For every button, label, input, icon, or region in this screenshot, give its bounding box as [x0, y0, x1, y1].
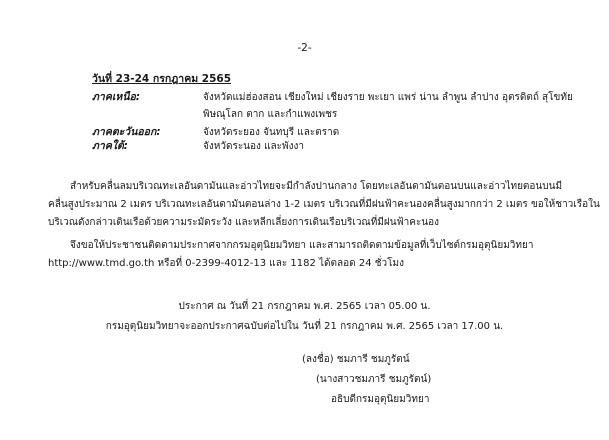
region-label-south: ภาคใต้: — [92, 140, 128, 152]
paragraph1-line2: คลื่นสูงประมาณ 2 เมตร บริเวณทะเลอันดามันตอนล่าง 1-2 เมตร บริเวณที่มีฝนฟ้าคะนองคลื่นสูงมากกว่า 2 เมตร ขอให้ชาวเรือใน — [48, 199, 600, 210]
paragraph2-line2: http://www.tmd.go.th หรือที่ 0-2399-4012-13 และ 1182 ได้ตลอด 24 ชั่วโมง — [48, 258, 404, 269]
signature-title: อธิบดีกรมอุตุนิยมวิทยา — [331, 394, 430, 405]
region-value-north-line2: พิษณุโลก ตาก และกำแพงเพชร — [203, 109, 338, 120]
paragraph1-line1: สำหรับคลื่นลมบริเวณทะเลอันดามันและอ่าวไทยจะมีกำลังปานกลาง โดยทะเลอันดามันตอนบนและอ่าวไทยตอนบนมี — [70, 181, 563, 192]
page-number: -2- — [297, 42, 312, 54]
paragraph2-line1: จึงขอให้ประชาชนติดตามประกาศจากกรมอุตุนิยมวิทยา และสามารถติดตามข้อมูลที่เว็บไซต์กรมอุตุนิยมวิทยา — [70, 240, 534, 251]
region-value-north-line1: จังหวัดแม่ฮ่องสอน เชียงใหม่ เชียงราย พะเยา แพร่ น่าน ลำพูน ลำปาง อุตรดิตถ์ สุโขทัย — [203, 92, 573, 103]
announcement-issued: ประกาศ ณ วันที่ 21 กรกฎาคม พ.ศ. 2565 เวลา 05.00 น. — [178, 301, 431, 312]
region-value-south: จังหวัดระนอง และพังงา — [203, 141, 305, 152]
region-label-north: ภาคเหนือ: — [92, 91, 141, 103]
announcement-next: กรมอุตุนิยมวิทยาจะออกประกาศฉบับต่อไปใน วันที่ 21 กรกฎาคม พ.ศ. 2565 เวลา 17.00 น. — [105, 321, 504, 332]
signature-signed-line: (ลงชื่อ) ชมภารี ชมภูรัตน์ — [302, 354, 410, 365]
paragraph1-line3: บริเวณดังกล่าวเดินเรือด้วยความระมัดระวัง และหลีกเลี่ยงการเดินเรือบริเวณที่มีฝนฟ้าคะนอง — [48, 217, 440, 228]
signature-name: (นางสาวชมภารี ชมภูรัตน์) — [316, 374, 432, 385]
region-value-east: จังหวัดระยอง จันทบุรี และตราด — [203, 127, 340, 138]
region-label-east: ภาคตะวันออก: — [92, 126, 161, 138]
date-heading: วันที่ 23-24 กรกฎาคม 2565 — [92, 73, 232, 85]
